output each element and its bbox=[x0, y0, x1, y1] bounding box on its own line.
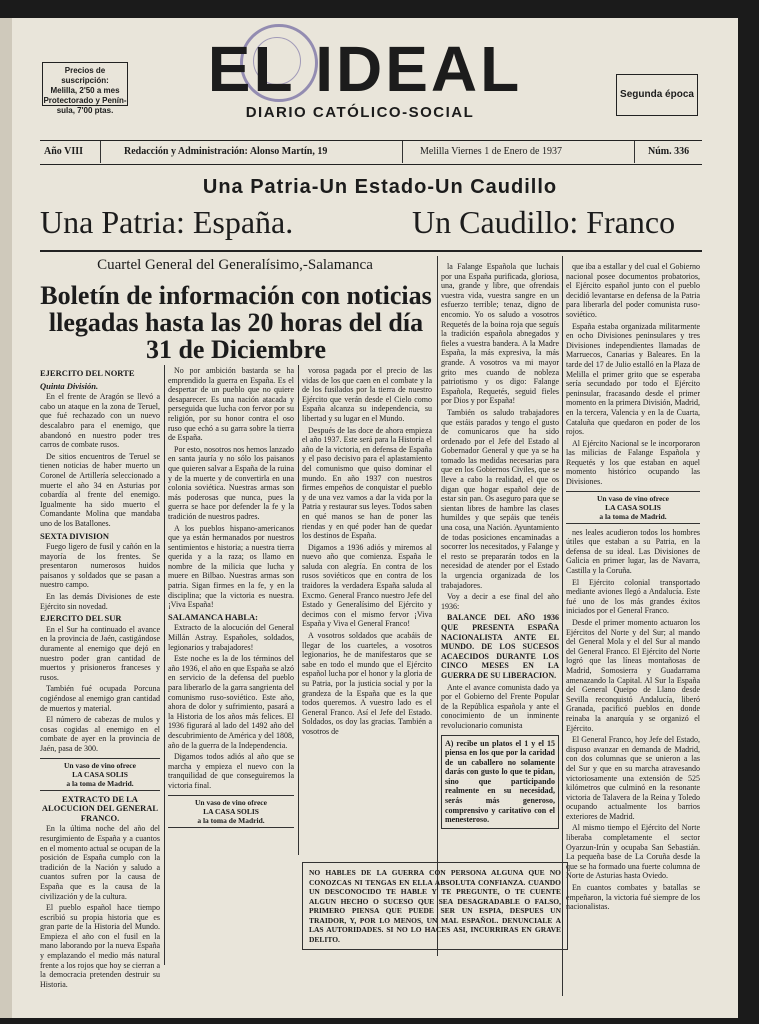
col1-paragraph: El número de cabezas de mulos y cosas cogidas al enemigo en el combate de ayer en la provincia de Jaén, pasa de 300. bbox=[40, 715, 160, 753]
subscription-line: Precios de suscripción: bbox=[61, 66, 109, 85]
col1-subheading: Quinta División. bbox=[40, 380, 99, 391]
col2-paragraph: Por esto, nosotros nos hemos lanzado en santa jauría y no sólo los paisanos que quieren salvar a España de la ruina y de la muerte y de convertirla en una colonia soviética. Nuestras armas son más poderosas que nunca, pues la guerra se hace por defender la fe y la tradición de nuestros padres. bbox=[168, 444, 294, 521]
ad-line: Un vaso de vino ofrece bbox=[195, 797, 267, 807]
col2-paragraph: Este noche es la de los términos del año 1936, el año en que España se alzó en servicio de la defensa del pueblo para liberarlo de la garra sangrienta del comunismo ruso-soviético. Este año, ahora de dolor y sufrimiento, pasará a la Historia de los años más felices. El 1936 figurará al lado del 1492 año del descubrimiento de América y del 1808, año de la guerra de la Independencia. bbox=[168, 654, 294, 750]
col5-paragraph: El General Franco, hoy Jefe del Estado, dispuso avanzar en demanda de Madrid, con dos columnas que se unieron a las del Sur y que en su marcha atravesando victoriosamente una extensión de 525 kilómetros que culminó en la resonante victoria de Talavera de la Reina y Toledo ocupando actualmente los barrios exteriores de Madrid. bbox=[566, 735, 700, 821]
column-rule bbox=[437, 256, 438, 956]
col1-paragraph: En el Sur ha continuado el avance en la provincia de Jaén, castigándose duramente al enemigo que dejó en nuestro poder gran cantidad de muertos y prisioneros franceses y rusos. bbox=[40, 624, 160, 682]
col1-paragraph: Fuego ligero de fusil y cañón en la mayoría de los frentes. Se presentaron numerosos huidos paisanos y soldados que se pasan a nuestro campo. bbox=[40, 542, 160, 590]
column-rule bbox=[164, 365, 165, 965]
col1-paragraph: El pueblo español hace tiempo escribió su propia historia que es gran parte de la Historia del Mundo. Empieza el año con el fusil en la mano laborando por la nueva España y emplazando el medio más natural frente a los rojos que hoy se cierran a la democracia pretenden destruir su Historia. bbox=[40, 903, 160, 989]
war-notice: NO HABLES DE LA GUERRA CON PERSONA ALGUNA QUE NO CONOZCAS NI TENGAS EN ELLA ABSOLUTA CONFIANZA. CUANDO UN DESCONOCIDO TE HABLE Y TE PREGUNTE, O TE CUENTE ALGUN HECHO O SUCESO QUE SEA DESAGRADABLE O FALSO, PRIMERO PIENSA QUE PUEDE SER UN ESPIA, DESPUES UN TRAIDOR, Y, POR LO MENOS, UN MAL ESPAÑOL. DENUNCIALE A LAS AUTORIDADES. SI NO LO HACES ASI, INCURRIRAS EN GRAVE DELITO. bbox=[302, 862, 568, 950]
rule bbox=[40, 250, 702, 252]
col2-paragraph: Extracto de la alocución del General Millán Astray. Españoles, soldados, legionarios y trabajadores! bbox=[168, 623, 294, 652]
col2-heading: SALAMANCA HABLA: bbox=[168, 611, 258, 622]
column-5 bbox=[566, 262, 700, 1000]
col1-paragraph: En la última noche del año del resurgimiento de España y a cuantos en el momento actual se ocupan de la posición de España cumplo con la tradición de la Nación y saludo a cuantos sufren por la causa de España que es la causa de la civilización y de la cultura. bbox=[40, 824, 160, 901]
col3-paragraph: vorosa pagada por el precio de las vidas de los que caen en el combate y la de los fusilados por la tierra de nuestro Ejército que verán desde el Cielo como España alcanza su independencia, su libertad y su lugar en el Mundo. bbox=[302, 366, 432, 423]
ad-line: LA CASA SOLIS bbox=[203, 806, 259, 816]
col1-heading: EXTRACTO DE LA ALOCUCION DEL GENERAL FRANCO. bbox=[41, 793, 159, 823]
col5-paragraph: España estaba organizada militarmente en ocho Divisiones peninsulares y tres Divisiones independientes llamadas de Marruecos, Canarias y Baleares. En la tarde del 17 de Julio estalló en la Plaza de Melilla el primer grito que se esperaba sería secundado por todo el Ejército peninsular, fracasando desde el primer momento en la primera División, Madrid, en la tercera, Valencia y en la de Cuarta, Cataluña que quedaron en poder de los rojos. bbox=[566, 321, 700, 437]
column-2 bbox=[168, 366, 294, 978]
col5-paragraph: nes leales acudieron todos los hombres útiles que estaban a su Patria, en la defensa de su ideal. Las Divisiones de Galicia en primer lugar, las de Navarra, Castilla y la Coruña. bbox=[566, 527, 700, 576]
issue-number: Núm. 336 bbox=[648, 146, 690, 157]
ad-line: LA CASA SOLIS bbox=[72, 769, 128, 779]
divider bbox=[634, 141, 635, 163]
col2-paragraph: Digamos todos adiós al año que se marcha y empieza el nuevo con la tranquilidad de que conseguiremos la victoria final. bbox=[168, 752, 294, 790]
rule bbox=[40, 140, 702, 141]
col3-paragraph: Digamos a 1936 adiós y miremos al nuevo año que comienza. España le saluda con alegría. En contra de los rusos soviéticos que en contra de los traidores la verdadera España saluda al Excmo. General Franco nuestro Jefe del Estado y Generalísimo del Ejército y decimos con el mismo fervor ¡Viva España y Viva el General Franco! bbox=[302, 542, 432, 629]
ad-line: a la toma de Madrid. bbox=[66, 778, 134, 788]
col3-paragraph: Después de las doce de ahora empieza el año 1937. Este será para la Historia el año de la victoria, en defensa de España y el paso decisivo para el aplastamiento del comunismo que quiso dominar el mundo. En año 1937 con nuestros firmes empeños de conquistar el pueblo y de una vez vamos a dar la vida por la Patria y restaurar sus leyes. Todos saben en qué manos se han de poner las riendas y en qué poder han de quedar los destinos de España. bbox=[302, 425, 432, 541]
headline: Boletín de información con noticias llegadas hasta las 20 horas del día 31 de Diciembre bbox=[40, 281, 432, 364]
dateline: Melilla Viernes 1 de Enero de 1937 bbox=[420, 146, 562, 157]
col1-heading: EJERCITO DEL SUR bbox=[40, 613, 122, 624]
subscription-box bbox=[42, 62, 128, 115]
col4-balance-heading: BALANCE DEL AÑO 1936 QUE PRESENTA ESPAÑA NACIONALISTA ANTE EL MUNDO. DE LOS SUCESOS ACAECIDOS DURANTE LOS CINCO MESES EN LA GUERRA DE SU LIBERACION. bbox=[441, 613, 559, 680]
col1-heading: SEXTA DIVISION bbox=[40, 530, 110, 541]
divider bbox=[100, 141, 101, 163]
subscription-line: Melilla, 2'50 a mes bbox=[50, 86, 120, 95]
column-1 bbox=[40, 366, 160, 989]
col1-paragraph: También fué ocupada Porcuna cogiéndose al enemigo gran cantidad de muertos y material. bbox=[40, 684, 160, 713]
rule bbox=[40, 164, 702, 165]
ad-line: Un vaso de vino ofrece bbox=[64, 760, 136, 770]
wine-ad bbox=[40, 758, 160, 791]
wine-ad bbox=[168, 795, 294, 828]
col4-paragraph: Ante el avance comunista dado ya por el Gobierno del Frente Popular de la República española y ante el conocimiento de un inminente revolucionario comunista bbox=[441, 682, 559, 730]
col3-paragraph: A vosotros soldados que acabáis de llegar de los cuarteles, a vosotros legionarios, he de manifestaros que se sabe en todo el mundo que el Ejército español lucha por el honor y la gloria de su Patria, por la justicia social y por la grandeza de la España que es la que todos queremos. A vuestro lado es el General Franco. Así el Jefe del Estado. Soldados, os doy las gracias. También a vosotros de bbox=[302, 631, 432, 736]
ad-line: a la toma de Madrid. bbox=[599, 511, 667, 521]
col1-paragraph: En las demás Divisiones de este Ejército sin novedad. bbox=[40, 592, 160, 611]
charity-box: A) recibe un platos el 1 y el 15 piensa en los que por la caridad de un caballero no solamente darás con gusto lo que te pidan, sino que participando realmente en su necesidad, serás más generoso, comprensivo y caritativo con el menesteroso. bbox=[441, 735, 559, 829]
col5-paragraph: En cuantos combates y batallas se empeñaron, la victoria fué siempre de los nacionalistas. bbox=[566, 883, 700, 912]
ad-line: a la toma de Madrid. bbox=[197, 815, 265, 825]
col1-paragraph: De sitios encuentros de Teruel se tienen noticias de haber muerto un Coronel de Artillería seleccionado a muerte el año 34 en Asturias por cobardía al frente del enemigo. Igualmente ha sido muerto el Comandante Molina que mandaba uno de los Batallones. bbox=[40, 451, 160, 528]
col4-paragraph: la Falange Española que luchais por una España purificada, gloriosa, una, grande y libre, que ofrendais vuestra vida, vuestra sangre en un esfuerzo terrible; tenaz, digno de encomio. Yo os saludo a vosotros Requetés de la boina roja que seguís la tradición española abnegados y fieles a vuestra bandera. A la Madre España, la más expresiva, la más grande. A vosotros va mi mayor grito mes cuando de nobleza patriotismo y os digo: Falange Española, Requetés, seguid fieles por Dios y por España! bbox=[441, 262, 559, 406]
column-3 bbox=[302, 366, 432, 854]
column-rule bbox=[298, 365, 299, 855]
col5-paragraph: Al Ejército Nacional se le incorporaron las milicias de Falange Española y Requetés y los que estaban en aquel momento histórico ocupando las Divisiones. bbox=[566, 438, 700, 487]
slogan-right: Un Caudillo: Franco bbox=[412, 204, 676, 240]
col2-paragraph: A los pueblos hispano-americanos que ya están hermanados por nuestros sentimientos e historia; a nuestra tierra querida y a la raza; os llamo en nombre de la milicia que lucha y muere en Bilbao. Nuestras armas son patria. Sigan firmes en la fe, y en la disciplina; que la victoria es nuestra. ¡Viva España! bbox=[168, 523, 294, 610]
col4-paragraph: También os saludo trabajadores que estáis parados y tengo el gusto de comunicaros que ha sido ordenado por el Jefe del Estado al Gobernador General y que ya se ha tomado las medidas necesarias para que en los Gobiernos Civiles, que se lleve a cabo la realidad, el que os digan que hogar español deje de estar sin pan. Os aseguro para que se sientan libres de hambre las clases humildes y que sepáis que tenéis una cosa, una Nación. Ayuntamiento de todas posiciones encaminadas a socorrer los necesitados, y Falange y el resto se prepararán todos en la necesidad de atender por el Estado la urgencia organizada de los trabajadores. bbox=[441, 407, 559, 590]
col1-heading: EJERCITO DEL NORTE bbox=[40, 368, 135, 378]
subscription-line: Protectorado y Penín- bbox=[43, 96, 127, 105]
newspaper-title: EL IDEAL bbox=[207, 33, 523, 105]
section-title: Cuartel General del Generalísimo,-Salamanca bbox=[97, 257, 373, 273]
subscription-line: sula, 7'00 ptas. bbox=[56, 106, 114, 115]
wine-ad bbox=[566, 491, 700, 524]
col5-paragraph: Al mismo tiempo el Ejército del Norte liberaba completamente el sector Oyarzun-Irún y ocupaba San Sebastián. La pequeña base de La Coruña desde la que se ha formado una fuerte columna de Norte de Asturias hasta Oviedo. bbox=[566, 823, 700, 881]
col5-paragraph: El Ejército colonial transportado mediante aviones llegó a Andalucía. Este fué uno de los más grandes éxitos iniciados por el General Franco. bbox=[566, 577, 700, 616]
col5-paragraph: Desde el primer momento actuaron los Ejércitos del Norte y del Sur; al mando del General Mola y el del Sur al mando del General Franco. El Ejército del Norte logró que las líneas montañosas de Madrid, Somosierra y Guadarrama amenazando la Capital. Al Sur la España del General Queipo de Llano desde Sevilla reconquistó Andalucía, liberó Granada, pacificó pueblos en donde reinaba la anarquía y se organizó el Ejército. bbox=[566, 618, 700, 733]
ad-line: LA CASA SOLIS bbox=[605, 502, 661, 512]
column-4 bbox=[441, 262, 559, 854]
col1-paragraph: En el frente de Aragón se llevó a cabo un ataque en la zona de Teruel, que fué rechazado con un nuevo descalabro para el enemigo, que abandonó en nuestro poder tres carros de combate rusos. bbox=[40, 392, 160, 450]
newspaper-subtitle: DIARIO CATÓLICO-SOCIAL bbox=[245, 104, 475, 121]
epoch-box: Segunda época bbox=[616, 74, 698, 116]
col5-paragraph: que iba a estallar y del cual el Gobierno nacional posee documentos probatorios, el Ejército español junto con el pueblo decidió levantarse en defensa de la Patria para liberarla del poder comunista ruso-soviético. bbox=[566, 262, 700, 319]
motto: Una Patria-Un Estado-Un Caudillo bbox=[202, 176, 558, 198]
year-label: Año VIII bbox=[44, 146, 83, 157]
col2-paragraph: No por ambición bastarda se ha emprendido la guerra en España. Es el despertar de un pueblo que no quiere desaparecer. Es una nación atacada y perseguida que lucha con fervor por su religión, por su honor contra el oso ruso que echó a su garra sobre la tierra de España. bbox=[168, 366, 294, 443]
col4-paragraph: Voy a decir a ese final del año 1936: bbox=[441, 592, 559, 611]
office-address: Redacción y Administración: Alonso Martín, 19 bbox=[124, 146, 328, 157]
slogan-left: Una Patria: España. bbox=[40, 204, 294, 240]
divider bbox=[402, 141, 403, 163]
ad-line: Un vaso de vino ofrece bbox=[597, 493, 669, 503]
